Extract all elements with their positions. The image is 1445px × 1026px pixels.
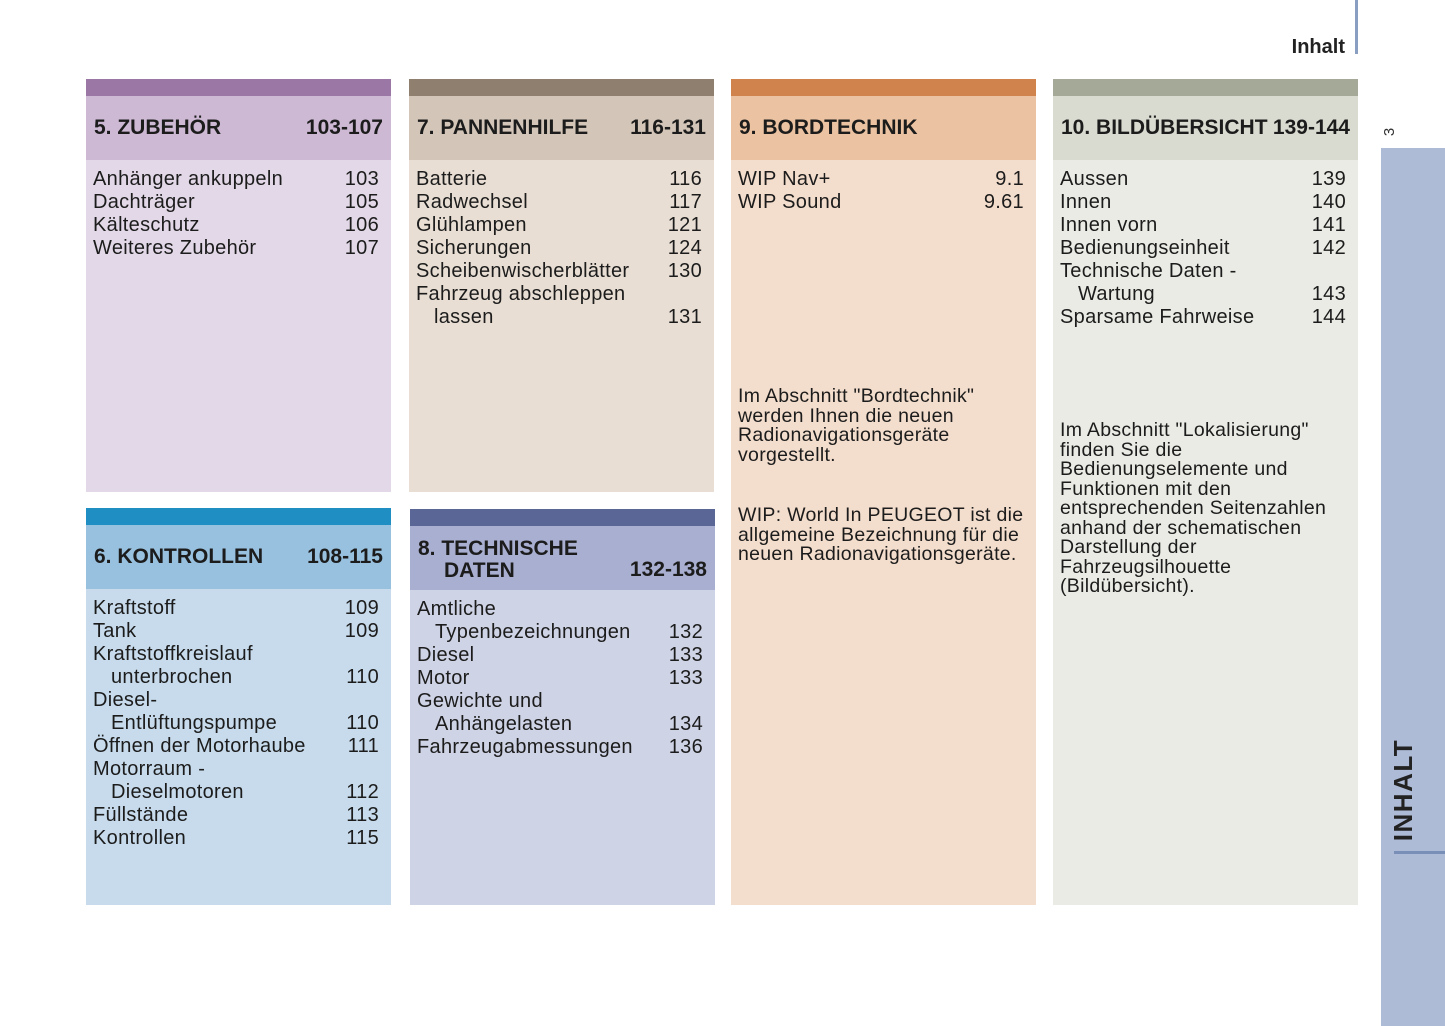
toc-entry-page: 141 bbox=[1311, 214, 1346, 236]
toc-entry-page: 116 bbox=[669, 168, 702, 190]
section-page-range: 116-131 bbox=[630, 116, 706, 139]
toc-entry-label-line1: Batterie bbox=[416, 168, 488, 190]
toc-entry-page: 132 bbox=[668, 621, 703, 643]
toc-entry-list bbox=[738, 168, 1024, 214]
toc-entry bbox=[93, 620, 379, 643]
toc-entry-label-line1: Diesel- bbox=[93, 689, 158, 711]
toc-entry-label bbox=[1060, 306, 1254, 329]
toc-entry bbox=[1060, 168, 1346, 191]
toc-entry-label-line1: Amtliche bbox=[417, 598, 497, 620]
section-title bbox=[418, 538, 630, 582]
toc-entry-page: 111 bbox=[347, 735, 379, 757]
toc-entry-page: 121 bbox=[667, 214, 702, 236]
sidebar-divider bbox=[1394, 851, 1445, 854]
toc-entry-label bbox=[93, 214, 200, 237]
toc-entry-label bbox=[93, 168, 283, 191]
section-body bbox=[86, 589, 391, 905]
section-bilduebersicht bbox=[1053, 79, 1358, 905]
toc-entry-list bbox=[417, 598, 703, 759]
toc-entry bbox=[93, 758, 379, 804]
toc-entry bbox=[93, 597, 379, 620]
section-page-range: 132-138 bbox=[629, 558, 707, 581]
toc-entry-page: 144 bbox=[1311, 306, 1346, 328]
toc-entry-label-line1: Radwechsel bbox=[416, 191, 528, 213]
toc-entry-label bbox=[417, 736, 633, 759]
toc-entry-label bbox=[93, 827, 186, 850]
toc-entry-label-line2: Typenbezeichnungen bbox=[435, 621, 631, 643]
toc-entry bbox=[93, 643, 379, 689]
section-description: Im Abschnitt "Lokalisierung" finden Sie die Bedienungselemente und Funktionen mit den entsprechenden Seitenzahlen anhand der schematischen Darstellung der Fahrzeugsilhouette (Bildübersicht). bbox=[1060, 419, 1327, 597]
toc-entry-label bbox=[416, 283, 625, 329]
sidebar-tab bbox=[1381, 148, 1445, 1026]
toc-entry-page: 115 bbox=[346, 827, 379, 849]
toc-entry-label bbox=[93, 237, 256, 260]
toc-entry-label bbox=[93, 758, 244, 804]
toc-entry-label-line2: Wartung bbox=[1078, 283, 1155, 305]
toc-entry-label bbox=[416, 237, 532, 260]
toc-entry-label-line1: Innen bbox=[1060, 191, 1112, 213]
toc-entry-label bbox=[1060, 237, 1230, 260]
toc-entry-label bbox=[416, 260, 629, 283]
toc-entry-page: 106 bbox=[344, 214, 379, 236]
toc-entry-label-line1: Sparsame Fahrweise bbox=[1060, 306, 1255, 328]
toc-entry-page: 105 bbox=[344, 191, 379, 213]
toc-entry-label bbox=[93, 689, 277, 735]
toc-entry bbox=[93, 237, 379, 260]
section-title: 7. PANNENHILFE bbox=[417, 116, 589, 139]
toc-entry bbox=[93, 214, 379, 237]
toc-entry-label-line1: Bedienungseinheit bbox=[1060, 237, 1230, 259]
toc-entry-label-line1: Anhänger ankuppeln bbox=[93, 168, 283, 190]
toc-entry-page: 9.61 bbox=[983, 191, 1024, 213]
toc-entry-page: 133 bbox=[668, 667, 703, 689]
toc-entry bbox=[738, 168, 1024, 191]
toc-entry-label-line1: WIP Nav+ bbox=[738, 168, 831, 190]
section-pannenhilfe bbox=[409, 79, 714, 492]
section-page-range: 139-144 bbox=[1272, 116, 1350, 139]
toc-entry-label-line1: Motorraum - bbox=[93, 758, 206, 780]
section-technische-daten bbox=[410, 509, 715, 905]
toc-entry-label-line1: Weiteres Zubehör bbox=[93, 237, 257, 259]
toc-entry-page: 117 bbox=[669, 191, 702, 213]
toc-entry-label-line1: Füllstände bbox=[93, 804, 189, 826]
section-body bbox=[86, 160, 391, 492]
toc-entry-page: 133 bbox=[668, 644, 703, 666]
toc-entry-page: 112 bbox=[346, 781, 379, 803]
toc-entry bbox=[416, 168, 702, 191]
section-title: 10. BILDÜBERSICHT bbox=[1061, 116, 1268, 139]
section-title: 9. BORDTECHNIK bbox=[739, 116, 918, 139]
toc-entry-page: 124 bbox=[667, 237, 702, 259]
toc-entry bbox=[93, 168, 379, 191]
toc-entry-label bbox=[417, 667, 470, 690]
toc-entry-label-line1: Motor bbox=[417, 667, 470, 689]
toc-entry-label bbox=[416, 168, 487, 191]
section-description-wip: WIP: World In PEUGEOT ist die allgemeine Bezeichnung für die neuen Radionavigationsgeräte. bbox=[738, 504, 1024, 565]
toc-entry bbox=[416, 283, 702, 329]
toc-entry bbox=[738, 191, 1024, 214]
toc-entry bbox=[1060, 306, 1346, 329]
toc-entry-list bbox=[93, 168, 379, 260]
toc-entry-label-line1: Diesel bbox=[417, 644, 475, 666]
toc-entry-label bbox=[738, 191, 842, 214]
toc-entry-label bbox=[417, 690, 572, 736]
toc-entry-label bbox=[417, 644, 474, 667]
page-number: 3 bbox=[1381, 127, 1398, 137]
section-header bbox=[731, 96, 1036, 160]
section-header bbox=[1053, 96, 1358, 160]
toc-entry-label-line1: Fahrzeugabmessungen bbox=[417, 736, 633, 758]
toc-entry-page: 130 bbox=[667, 260, 702, 282]
toc-entry-label-line2: lassen bbox=[434, 306, 494, 328]
toc-entry-label-line2: Entlüftungspumpe bbox=[111, 712, 278, 734]
toc-entry bbox=[1060, 237, 1346, 260]
section-title-line2: DATEN bbox=[444, 559, 515, 582]
toc-entry-label-line1: Fahrzeug abschleppen bbox=[416, 283, 626, 305]
toc-entry-label bbox=[1060, 168, 1129, 191]
toc-entry-page: 136 bbox=[668, 736, 703, 758]
toc-entry-page: 109 bbox=[344, 620, 379, 642]
section-color-bar bbox=[409, 79, 714, 96]
toc-entry-page: 110 bbox=[346, 666, 379, 688]
toc-entry-label-line1: Technische Daten - bbox=[1060, 260, 1237, 282]
toc-entry-label bbox=[93, 620, 136, 643]
toc-entry-label-line1: Kälteschutz bbox=[93, 214, 200, 236]
toc-entry-list bbox=[93, 597, 379, 850]
toc-entry bbox=[1060, 260, 1346, 306]
toc-entry-label-line1: Aussen bbox=[1060, 168, 1129, 190]
toc-entry-page: 143 bbox=[1311, 283, 1346, 305]
section-body bbox=[410, 590, 715, 905]
toc-entry bbox=[417, 644, 703, 667]
toc-entry bbox=[416, 260, 702, 283]
section-page-range: 108-115 bbox=[307, 545, 383, 568]
toc-entry-page: 103 bbox=[344, 168, 379, 190]
toc-entry-label bbox=[1060, 214, 1158, 237]
section-header bbox=[409, 96, 714, 160]
toc-entry-page: 142 bbox=[1311, 237, 1346, 259]
section-body bbox=[1053, 160, 1358, 905]
section-body bbox=[409, 160, 714, 492]
toc-entry-label-line2: Anhängelasten bbox=[435, 713, 573, 735]
toc-entry-label-line1: Kraftstoffkreislauf bbox=[93, 643, 253, 665]
toc-entry-label bbox=[1060, 260, 1237, 306]
toc-entry-page: 134 bbox=[668, 713, 703, 735]
toc-entry bbox=[1060, 191, 1346, 214]
section-title: 6. KONTROLLEN bbox=[94, 545, 264, 568]
toc-entry-label bbox=[416, 214, 527, 237]
section-page-range: 103-107 bbox=[305, 116, 383, 139]
section-title: 5. ZUBEHÖR bbox=[94, 116, 222, 139]
toc-entry-page: 131 bbox=[667, 306, 702, 328]
toc-entry-label-line1: Dachträger bbox=[93, 191, 195, 213]
section-color-bar bbox=[410, 509, 715, 526]
toc-entry-label bbox=[93, 191, 195, 214]
toc-entry-label bbox=[93, 643, 253, 689]
toc-entry-label-line1: Sicherungen bbox=[416, 237, 532, 259]
section-header bbox=[86, 96, 391, 160]
toc-entry-list bbox=[416, 168, 702, 329]
toc-entry bbox=[417, 667, 703, 690]
section-color-bar bbox=[86, 79, 391, 96]
toc-entry bbox=[417, 736, 703, 759]
sidebar-label: INHALT bbox=[1388, 738, 1418, 842]
toc-entry-label-line1: WIP Sound bbox=[738, 191, 842, 213]
toc-entry-label bbox=[1060, 191, 1112, 214]
section-zubehoer bbox=[86, 79, 391, 492]
toc-entry bbox=[93, 735, 379, 758]
section-body bbox=[731, 160, 1036, 905]
toc-entry-label-line1: Glühlampen bbox=[416, 214, 527, 236]
page-header-title: Inhalt bbox=[1291, 36, 1345, 58]
toc-entry-page: 113 bbox=[346, 804, 379, 826]
section-color-bar bbox=[86, 508, 391, 525]
toc-entry-page: 139 bbox=[1311, 168, 1346, 190]
section-kontrollen bbox=[86, 508, 391, 905]
section-header bbox=[86, 525, 391, 589]
toc-entry bbox=[93, 191, 379, 214]
toc-entry-label-line1: Scheibenwischerblätter bbox=[416, 260, 630, 282]
toc-entry-label bbox=[93, 597, 176, 620]
toc-entry-label-line2: unterbrochen bbox=[111, 666, 233, 688]
toc-entry-label-line1: Gewichte und bbox=[417, 690, 543, 712]
section-header bbox=[410, 526, 715, 590]
toc-entry bbox=[93, 804, 379, 827]
toc-entry-label bbox=[93, 804, 188, 827]
toc-entry bbox=[1060, 214, 1346, 237]
toc-entry-page: 107 bbox=[344, 237, 379, 259]
toc-entry-label-line1: Kraftstoff bbox=[93, 597, 176, 619]
toc-entry-list bbox=[1060, 168, 1346, 329]
toc-entry-label-line1: Tank bbox=[93, 620, 137, 642]
section-description: Im Abschnitt "Bordtechnik" werden Ihnen die neuen Radionavigationsgeräte vorgestellt. bbox=[738, 385, 975, 466]
toc-entry bbox=[416, 191, 702, 214]
toc-entry bbox=[93, 689, 379, 735]
toc-entry-label-line1: Innen vorn bbox=[1060, 214, 1158, 236]
toc-entry-page: 140 bbox=[1311, 191, 1346, 213]
toc-entry-page: 110 bbox=[346, 712, 379, 734]
section-title-line1: 8. TECHNISCHE bbox=[418, 537, 578, 560]
toc-entry bbox=[93, 827, 379, 850]
toc-entry-label bbox=[93, 735, 306, 758]
header-divider bbox=[1355, 0, 1358, 54]
toc-entry-label bbox=[417, 598, 631, 644]
section-color-bar bbox=[731, 79, 1036, 96]
toc-entry bbox=[417, 690, 703, 736]
toc-entry-label bbox=[416, 191, 528, 214]
toc-entry-label-line1: Kontrollen bbox=[93, 827, 187, 849]
toc-entry bbox=[416, 214, 702, 237]
toc-entry-page: 9.1 bbox=[995, 168, 1024, 190]
toc-entry bbox=[417, 598, 703, 644]
toc-entry bbox=[416, 237, 702, 260]
toc-entry-label-line2: Dieselmotoren bbox=[111, 781, 244, 803]
section-bordtechnik bbox=[731, 79, 1036, 905]
section-color-bar bbox=[1053, 79, 1358, 96]
toc-entry-label-line1: Öffnen der Motorhaube bbox=[93, 735, 306, 757]
toc-entry-page: 109 bbox=[344, 597, 379, 619]
toc-entry-label bbox=[738, 168, 831, 191]
